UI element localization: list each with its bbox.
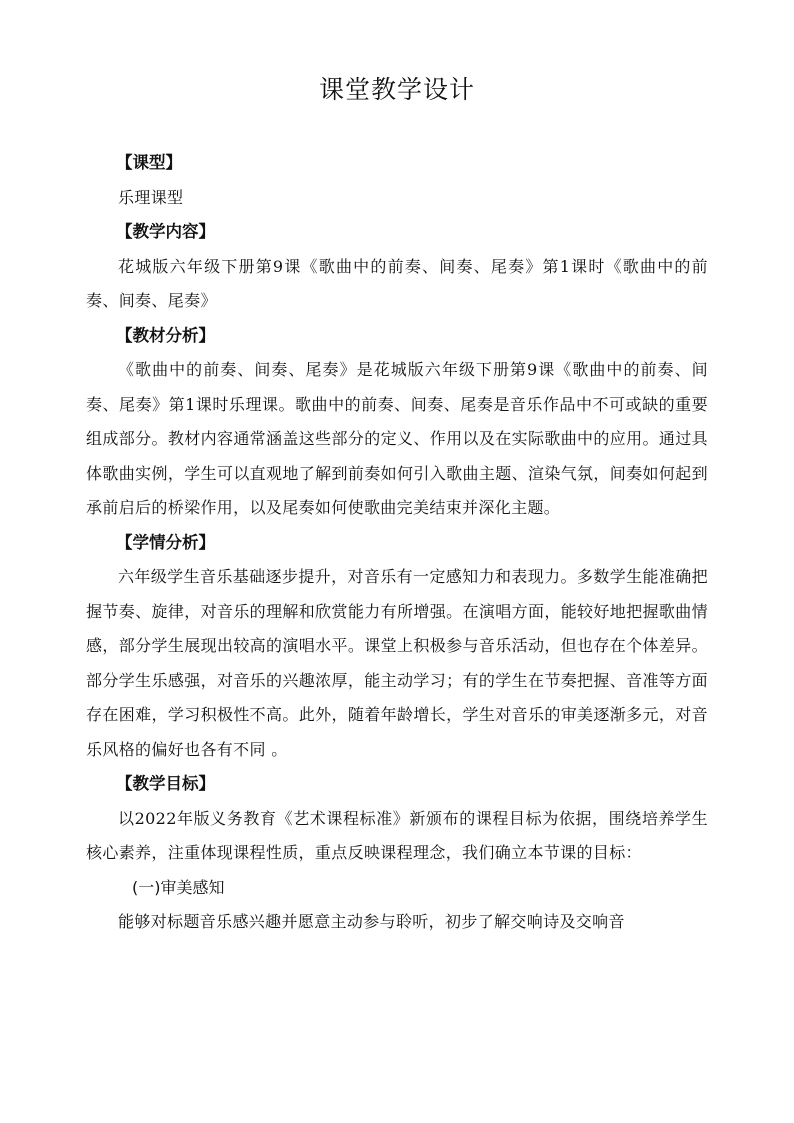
document-body [86,146,708,940]
paragraph-textbook-analysis: 《歌曲中的前奏、间奏、尾奏》是花城版六年级下册第9课《歌曲中的前奏、间奏、尾奏》第1课时乐理课。歌曲中的前奏、间奏、尾奏是音乐作品中不可或缺的重要组成部分。教材内容通常涵盖这些部分的定义、作用以及在实际歌曲中的应用。通过具体歌曲实例，学生可以直观地了解到前奏如何引入歌曲主题、渲染气氛，间奏如何起到承前启后的桥梁作用，以及尾奏如何使歌曲完美结束并深化主题。 [86,360,708,517]
subsection-heading-aesthetic-perception: (一)审美感知 [132,877,225,897]
section-heading-student-analysis: 【学情分析】 [116,532,215,552]
paragraph-teaching-content: 花城版六年级下册第9课《歌曲中的前奏、间奏、尾奏》第1课时《歌曲中的前奏、间奏、尾奏》 [86,256,708,310]
paragraph-student-analysis: 六年级学生音乐基础逐步提升，对音乐有一定感知力和表现力。多数学生能准确把握节奏、旋律，对音乐的理解和欣赏能力有所增强。在演唱方面，能较好地把握歌曲情感，部分学生展现出较高的演唱水平。课堂上积极参与音乐活动，但也存在个体差异。部分学生乐感强，对音乐的兴趣浓厚，能主动学习；有的学生在节奏把握、音准等方面存在困难，学习积极性不高。此外，随着年龄增长，学生对音乐的审美逐渐多元，对音乐风格的偏好也各有不同 。 [86,567,708,759]
paragraph-teaching-objectives: 以2022年版义务教育《艺术课程标准》新颁布的课程目标为依据，围绕培养学生核心素养，注重体现课程性质，重点反映课程理念，我们确立本节课的目标： [86,808,708,862]
page-title: 课堂教学设计 [318,75,475,104]
section-heading-textbook-analysis: 【教材分析】 [116,325,215,345]
section-heading-teaching-content: 【教学内容】 [116,222,215,241]
section-heading-teaching-objectives: 【教学目标】 [116,774,215,793]
paragraph-aesthetic-perception: 能够对标题音乐感兴趣并愿意主动参与聆听，初步了解交响诗及交响音 [118,912,625,931]
paragraph-lesson-type: 乐理课型 [118,187,184,207]
section-heading-lesson-type: 【课型】 [116,153,182,172]
